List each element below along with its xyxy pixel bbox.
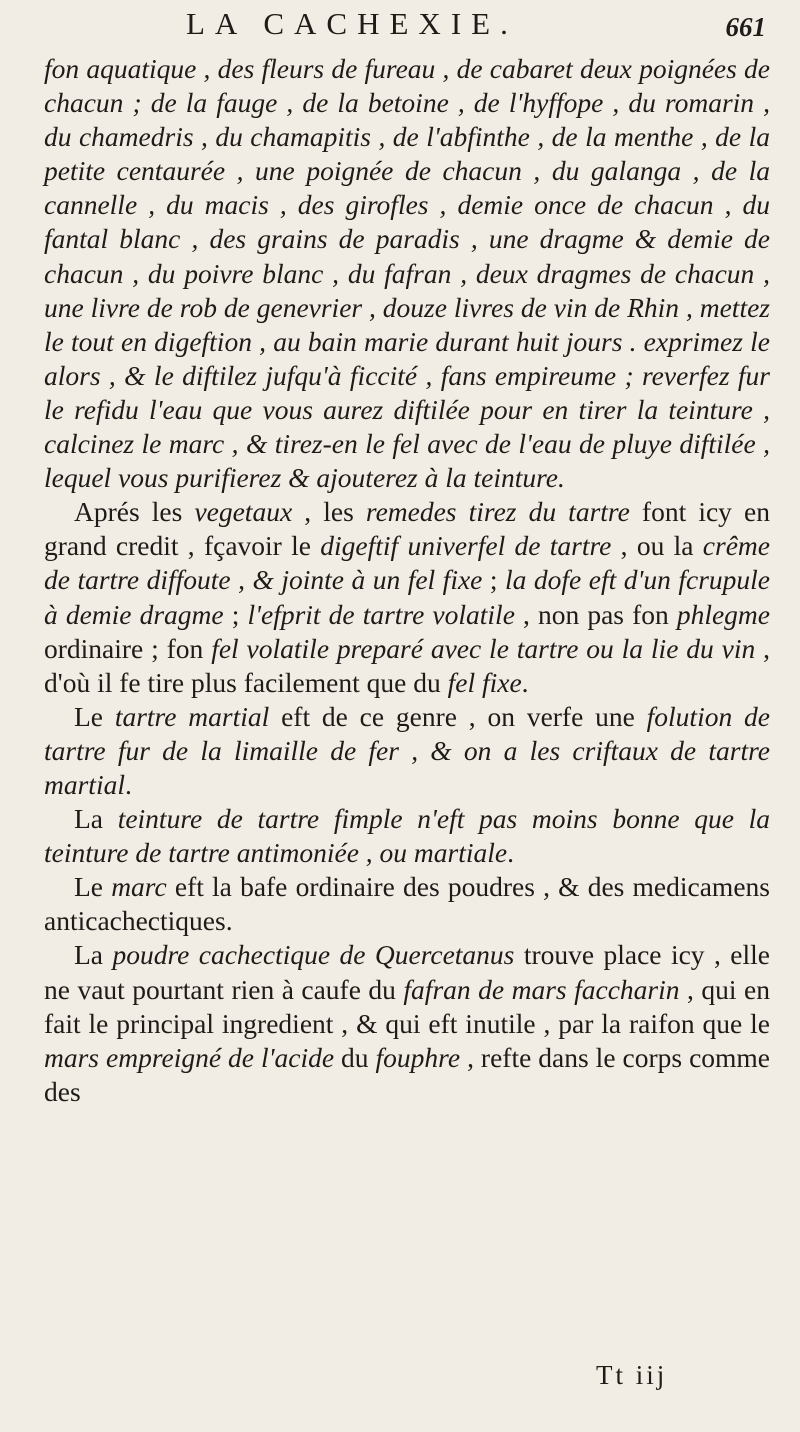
roman-text: , ou la — [611, 530, 703, 562]
page-body — [44, 52, 770, 1109]
paragraph-p2 — [44, 495, 770, 700]
roman-text: ; — [223, 598, 248, 630]
paragraph-p6 — [44, 938, 770, 1108]
roman-text: trouve place icy , elle ne vaut pourtant rien à caufe du — [44, 939, 770, 1005]
paragraph-p5 — [44, 870, 770, 938]
italic-text: remedes tirez du tartre — [365, 496, 630, 528]
roman-text: font icy en grand credit , fçavoir le — [44, 496, 770, 562]
italic-text: fel fixe — [447, 666, 522, 698]
roman-text: La — [74, 803, 118, 835]
roman-text: , refte dans le corps comme des — [44, 1041, 771, 1107]
italic-text: mars empreigné de l'acide — [44, 1041, 335, 1073]
italic-text: teinture de tartre fimple n'eft pas moins bonne que la teinture de tartre antimoniée , ou martiale — [44, 803, 770, 869]
paragraph-p1 — [44, 52, 770, 495]
roman-text: Le — [74, 700, 115, 732]
roman-text: . — [507, 837, 514, 869]
roman-text: Le — [74, 871, 112, 903]
roman-text: Aprés les — [74, 496, 195, 528]
roman-text: eft de ce genre , on verfe une — [269, 700, 647, 732]
roman-text: ordinaire ; fon — [44, 632, 212, 664]
page-header — [0, 6, 800, 48]
paragraph-p4 — [44, 802, 770, 870]
printer-signature-mark: Tt iij — [596, 1360, 668, 1390]
italic-text: fon aquatique , des fleurs de fureau , de cabaret deux poignées de chacun ; de la fauge , de la betoine , de l'hyffope , du romarin , du chamedris , du chamapitis , de l'abfinthe , de la menthe , de la petite centaurée , une poignée de chacun , du galanga , de la cannelle , du macis , des girofles , demie once de chacun , du fantal blanc , des grains de paradis , une dragme & demie de chacun , du poivre blanc , du fafran , deux dragmes de chacun , une livre de rob de genevrier , douze livres de vin de Rhin , mettez le tout en digeftion , au bain marie durant huit jours . exprimez le alors , & le diftilez jufqu'à ficcité , fans empireume ; reverfez fur le refidu l'eau que vous aurez diftilée pour en tirer la teinture , calcinez le marc , & tirez-en le fel avec de l'eau de pluye diftilée , lequel vous purifierez & ajouterez à la teinture. — [44, 53, 770, 494]
roman-text: , d'où il fe tire plus facilement que du — [44, 632, 770, 698]
roman-text: , non pas fon — [514, 598, 677, 630]
italic-text: fafran de mars faccharin — [403, 973, 680, 1005]
italic-text: fouphre — [375, 1041, 461, 1073]
roman-text: La — [74, 939, 113, 971]
roman-text: eft la bafe ordinaire des poudres , & des medicamens anticachectiques. — [44, 871, 770, 937]
italic-text: phlegme — [676, 598, 770, 630]
italic-text: fel volatile preparé avec le tartre ou la lie du vin — [211, 632, 756, 664]
italic-text: vegetaux — [194, 496, 293, 528]
running-title: LA CACHEXIE. — [186, 6, 518, 41]
roman-text: . — [124, 768, 132, 800]
roman-text: ; — [482, 564, 506, 596]
roman-text: , qui en fait le principal ingredient , & qui eft inutile , par la raifon que le — [44, 973, 770, 1039]
roman-text: , les — [292, 496, 366, 528]
italic-text: crême de tartre diffoute , & jointe à un fel fixe — [44, 530, 770, 596]
italic-text: digeftif univerfel de tartre — [320, 530, 612, 562]
italic-text: marc — [111, 871, 167, 903]
roman-text: du — [334, 1041, 376, 1073]
roman-text: . — [521, 666, 529, 698]
italic-text: l'efprit de tartre volatile — [247, 598, 515, 630]
italic-text: poudre cachectique de Quercetanus — [112, 939, 515, 971]
page-number: 661 — [725, 12, 766, 42]
paragraph-p3 — [44, 700, 770, 802]
italic-text: tartre martial — [114, 700, 270, 732]
italic-text: folution de tartre fur de la limaille de fer , & on a les criftaux de tartre martial — [44, 700, 770, 800]
italic-text: la dofe eft d'un fcrupule à demie dragme — [44, 564, 771, 630]
